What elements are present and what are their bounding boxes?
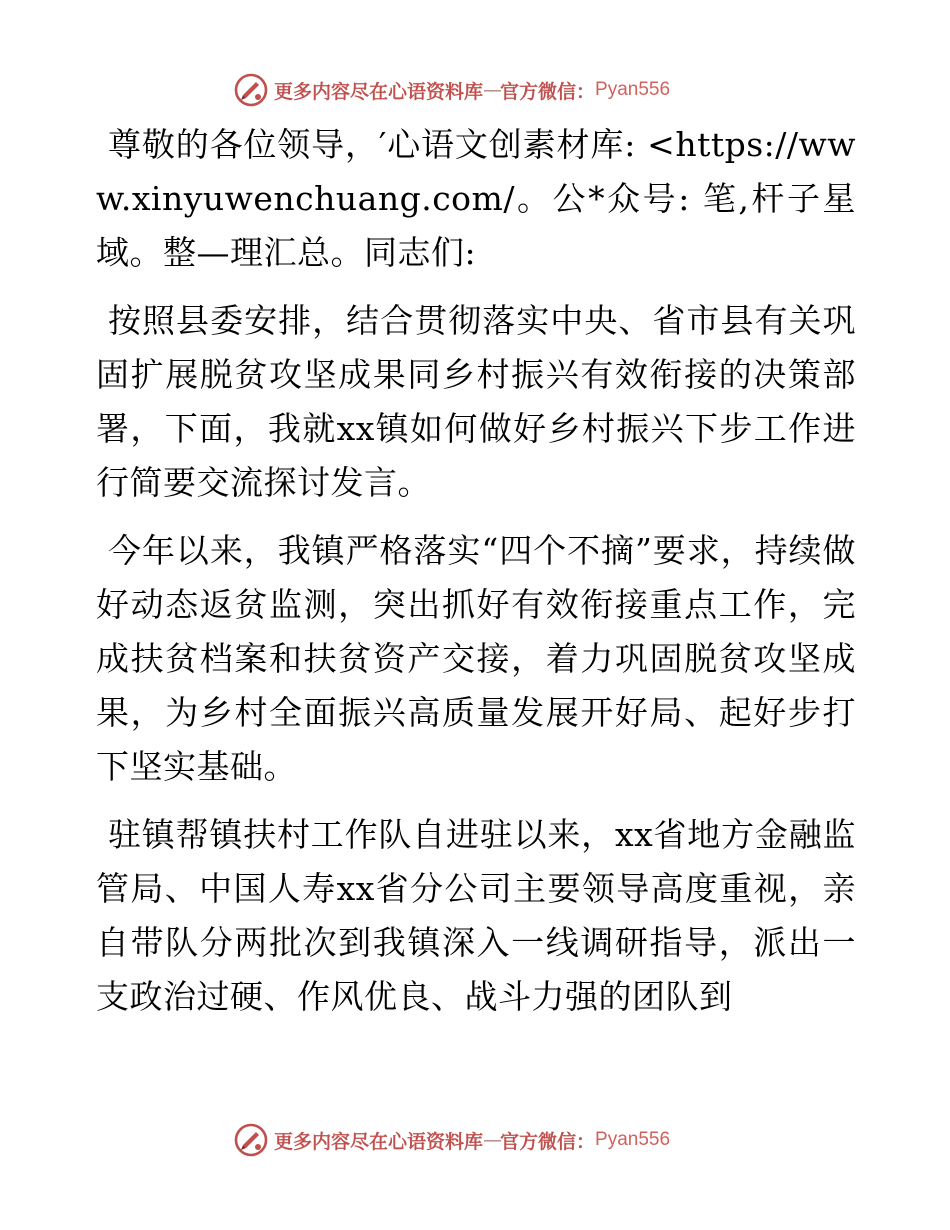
header-wechat-id: Pyan556 [595,79,671,100]
footer-dash: — [483,1129,501,1151]
footer-brand-text: 更多内容尽在心语资料库 [274,1130,484,1153]
paragraph-4: 驻镇帮镇扶村工作队自进驻以来，xx省地方金融监管局、中国人寿xx省分公司主要领导高度重视，亲自带队分两批次到我镇深入一线调研指导，派出一支政治过硬、作风优良、战斗力强的团队到 [96,815,856,1016]
footer-channel: 官方微信： [500,1130,596,1153]
brand-logo-icon [234,73,268,107]
header-brand-text: 更多内容尽在心语资料库 [274,80,484,103]
paragraph-3: 今年以来，我镇严格落实“四个不摘”要求，持续做好动态返贫监测，突出抓好有效衔接重点工作，完成扶贫档案和扶贫资产交接，着力巩固脱贫攻坚成果，为乡村全面振兴高质量发展开好局、起好步打下坚实基础。 [96,531,856,786]
footer-banner [234,1122,714,1158]
paragraph-2: 按照县委安排，结合贯彻落实中央、省市县有关巩固扩展脱贫攻坚成果同乡村振兴有效衔接的决策部署，下面，我就xx镇如何做好乡村振兴下步工作进行简要交流探讨发言。 [96,301,856,502]
header-channel: 官方微信： [500,80,596,103]
brand-logo-icon [234,1123,268,1157]
header-banner-text [274,77,670,104]
footer-wechat-id: Pyan556 [595,1129,671,1150]
document-body [96,118,856,1038]
header-dash: — [483,79,501,101]
footer-banner-text [274,1127,670,1154]
paragraph-1: 尊敬的各位领导，′心语文创素材库: <https://www.xinyuwenchuang.com/。公*众号: 笔,杆子星域。整—理汇总。同志们: [96,125,856,272]
header-banner [234,72,714,108]
